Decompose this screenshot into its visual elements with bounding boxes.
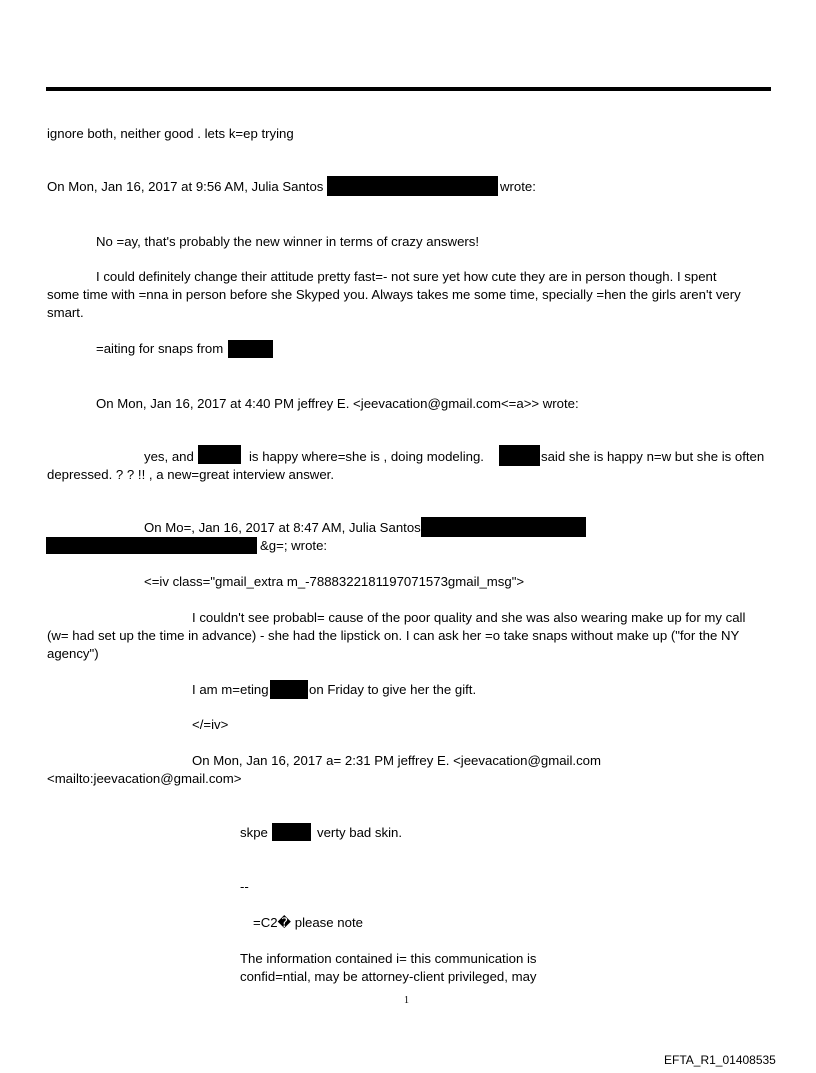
body-line: I couldn't see probabl= cause of the poor quality and she was also wearing make up for my call (192, 610, 746, 625)
quote-header-line: On Mon, Jan 16, 2017 at 9:56 AM, Julia Santos (47, 179, 324, 194)
body-line: confid=ntial, may be attorney-client privileged, may (240, 969, 537, 984)
body-line: skpe (240, 825, 268, 840)
page-number: 1 (404, 995, 409, 1006)
header-rule (46, 87, 771, 91)
quote-header-line: On Mon, Jan 16, 2017 a= 2:31 PM jeffrey E. <jeevacation@gmail.com (192, 753, 601, 768)
quote-header-line: On Mon, Jan 16, 2017 at 4:40 PM jeffrey E. <jeevacation@gmail.com<=a>> wrote: (96, 396, 579, 411)
body-line: &g=; wrote: (260, 538, 328, 553)
body-line: =C2� please note (253, 915, 363, 930)
redaction-box (228, 340, 273, 358)
body-line: depressed. ? ? !! , a new=great interview answer. (47, 467, 334, 482)
body-line: -- (240, 879, 249, 894)
body-line: agency") (47, 646, 99, 661)
redaction-box (421, 517, 586, 537)
body-line: wrote: (500, 179, 536, 194)
body-line: I could definitely change their attitude pretty fast=- not sure yet how cute they are in person though. I spent (96, 269, 717, 284)
document-id: EFTA_R1_01408535 (664, 1053, 776, 1067)
body-line: (w= had set up the time in advance) - she had the lipstick on. I can ask her =o take snaps without make up ("for the NY (47, 628, 740, 643)
body-line: I am m=eting (192, 682, 269, 697)
body-line: is happy where=she is , doing modeling. (249, 449, 484, 464)
redaction-box (198, 445, 241, 464)
body-line: yes, and (144, 449, 194, 464)
body-line: The information contained i= this communication is (240, 951, 537, 966)
redaction-box (270, 680, 308, 699)
redaction-box (327, 176, 498, 196)
body-line: <mailto:jeevacation@gmail.com> (47, 771, 242, 786)
quote-header-line: On Mo=, Jan 16, 2017 at 8:47 AM, Julia Santos (144, 520, 421, 535)
body-line: smart. (47, 305, 84, 320)
body-line: verty bad skin. (317, 825, 403, 840)
body-line: </=iv> (192, 717, 229, 732)
redaction-box (272, 823, 311, 841)
body-line: <=iv class="gmail_extra m_-7888322181197071573gmail_msg"> (144, 574, 525, 589)
body-line: =aiting for snaps from (96, 341, 224, 356)
body-line: ignore both, neither good . lets k=ep trying (47, 126, 294, 141)
body-line: on Friday to give her the gift. (309, 682, 477, 697)
body-line: some time with =nna in person before she Skyped you. Always takes me some time, specially =hen the girls aren't very (47, 287, 741, 302)
redaction-box (46, 537, 257, 554)
redaction-box (499, 445, 540, 466)
body-line: said she is happy n=w but she is often (541, 449, 765, 464)
body-line: No =ay, that's probably the new winner in terms of crazy answers! (96, 234, 480, 249)
